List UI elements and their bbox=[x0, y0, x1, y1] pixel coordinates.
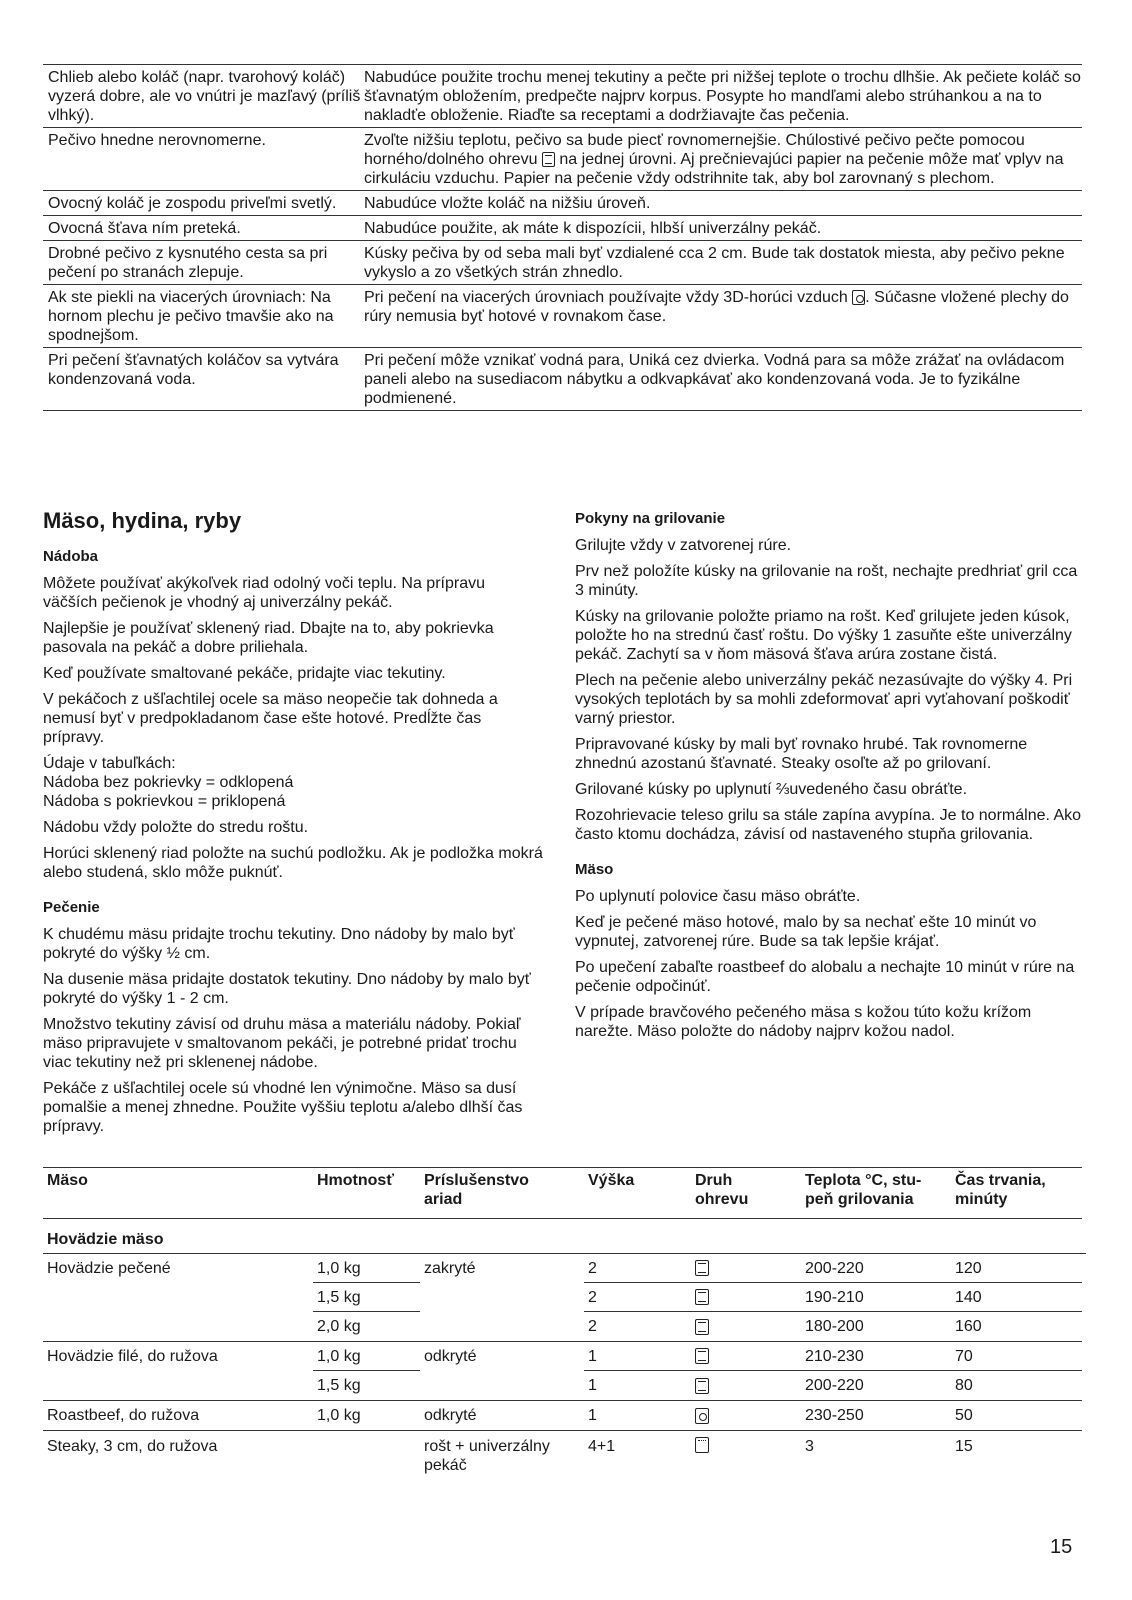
cell-heating bbox=[691, 1312, 801, 1341]
cell-meat: Hovädzie pečené bbox=[47, 1260, 171, 1277]
paragraph: Rozohrievacie teleso grilu sa stále zapína avypína. Je to normálne. Ako často ktomu dochádza, závisí od nastaveného stupňa grilovania. bbox=[575, 807, 1082, 843]
hot-air-grill-icon bbox=[695, 1408, 709, 1424]
solution-cell: Nabudúce vložte koláč na nižšiu úroveň. bbox=[364, 195, 651, 212]
cell-height: 1 bbox=[584, 1342, 691, 1371]
table-row bbox=[43, 128, 1082, 191]
top-bottom-heat-icon bbox=[542, 152, 555, 167]
paragraph: V prípade bravčového pečeného mäsa s kožou túto kožu krížom narežte. Mäso položte do nádoby najprv kožou nadol. bbox=[575, 1004, 1032, 1040]
section-title: Mäso, hydina, ryby bbox=[43, 508, 242, 533]
paragraph: Po upečení zabaľte roastbeef do alobalu a nechajte 10 minút v rúre na pečenie odpočinúť. bbox=[575, 959, 1075, 995]
paragraph: K chudému mäsu pridajte trochu tekutiny. Dno nádoby by malo byť pokryté do výšky ½ cm. bbox=[43, 926, 515, 962]
grill-icon bbox=[695, 1437, 709, 1453]
paragraph: Po uplynutí polovice času mäso obráťte. bbox=[575, 888, 861, 905]
solution-text: Pri pečení na viacerých úrovniach používajte vždy 3D-horúci vzduch bbox=[364, 289, 848, 306]
page-number: 15 bbox=[1050, 1536, 1073, 1558]
problem-cell: Ovocná šťava ním preteká. bbox=[48, 220, 241, 237]
header-meat: Mäso bbox=[47, 1172, 88, 1189]
cell-heating bbox=[691, 1401, 801, 1430]
paragraph: Najlepšie je používať sklenený riad. Dbajte na to, aby pokrievka pasovala na pekáč a dobre priliehala. bbox=[43, 620, 494, 656]
header-line: ohrevu bbox=[695, 1191, 749, 1208]
cell-height: 4+1 bbox=[588, 1438, 616, 1455]
cell-accessory: odkryté bbox=[424, 1348, 477, 1365]
solution-text: na jednej úrovni. Aj prečnievajúci papier na pečenie môže mať vplyv na cirkuláciu vzduchu. Papier na pečenie vždy odstrihnite tak, aby bol zarovnaný s plechom. bbox=[364, 151, 1064, 187]
subheading-maso: Mäso bbox=[575, 861, 614, 878]
cell-meat bbox=[43, 1371, 313, 1400]
cell-temp: 3 bbox=[805, 1438, 814, 1455]
header-line: Čas trvania, bbox=[955, 1172, 1046, 1189]
problem-cell: Chlieb alebo koláč (napr. tvarohový koláč) vyzerá dobre, ale vo vnútri je mazľavý (príliš vlhký). bbox=[48, 69, 361, 124]
cell-time: 80 bbox=[955, 1377, 973, 1394]
header-line: Druh bbox=[695, 1172, 733, 1189]
header-temp bbox=[801, 1171, 951, 1209]
cell-time: 15 bbox=[955, 1438, 973, 1455]
header-time bbox=[951, 1171, 1082, 1209]
header-line: peň grilovania bbox=[805, 1191, 914, 1208]
cell-heating bbox=[691, 1283, 801, 1312]
problem-cell: Pri pečení šťavnatých koláčov sa vytvára kondenzovaná voda. bbox=[48, 352, 339, 388]
cell-weight: 1,0 kg bbox=[313, 1342, 420, 1371]
solution-cell: Pri pečení môže vznikať vodná para, Uniká cez dvierka. Vodná para sa môže zrážať na ovládacom paneli alebo na susediacom nábytku a odkvapkávať ako kondenzovaná voda. Je to fyzikálne podmienené. bbox=[364, 352, 1065, 407]
solution-cell: Kúsky pečiva by od seba mali byť vzdialené cca 2 cm. Bude tak dostatok miesta, aby pečivo pekne vykyslo a zo všetkých strán zhnedlo. bbox=[364, 245, 1065, 281]
top-bottom-heat-icon bbox=[695, 1348, 709, 1364]
cell-height: 1 bbox=[588, 1407, 597, 1424]
cell-meat: Hovädzie filé, do ružova bbox=[47, 1348, 218, 1365]
cell-weight: 1,5 kg bbox=[313, 1283, 420, 1312]
table-row bbox=[43, 1283, 1082, 1312]
cell-meat bbox=[43, 1312, 313, 1341]
header-height: Výška bbox=[588, 1172, 635, 1189]
cell-time: 50 bbox=[955, 1407, 973, 1424]
table-row bbox=[43, 1342, 1082, 1371]
top-bottom-heat-icon bbox=[695, 1378, 709, 1394]
table-row bbox=[43, 241, 1082, 285]
paragraph: Keď používate smaltované pekáče, pridajte viac tekutiny. bbox=[43, 665, 446, 682]
cell-heating bbox=[691, 1254, 801, 1283]
cell-accessory bbox=[420, 1312, 584, 1341]
table-row bbox=[43, 191, 1082, 216]
subheading-nadoba: Nádoba bbox=[43, 548, 99, 565]
cell-time: 160 bbox=[955, 1318, 982, 1335]
paragraph: Prv než položíte kúsky na grilovanie na rošt, nechajte predhriať gril cca 3 minúty. bbox=[575, 563, 1078, 599]
table-section-label: Hovädzie mäso bbox=[43, 1219, 1086, 1254]
cell-height: 2 bbox=[584, 1254, 691, 1283]
table-row bbox=[43, 1312, 1082, 1342]
table-row bbox=[43, 1401, 1082, 1431]
paragraph bbox=[43, 754, 543, 811]
cell-heating bbox=[691, 1342, 801, 1371]
cell-weight: 1,0 kg bbox=[317, 1407, 361, 1424]
cell-weight: 2,0 kg bbox=[317, 1318, 361, 1335]
line: Nádoba bez pokrievky = odklopená bbox=[43, 774, 294, 791]
right-column bbox=[575, 510, 1085, 1048]
cell-heating bbox=[691, 1437, 801, 1483]
cell-time: 70 bbox=[951, 1342, 1082, 1371]
table-row bbox=[43, 1431, 1082, 1483]
cell-weight bbox=[313, 1437, 420, 1483]
cell-weight: 1,0 kg bbox=[313, 1254, 420, 1283]
troubleshooting-table bbox=[43, 64, 1082, 411]
paragraph: Pekáče z ušľachtilej ocele sú vhodné len výnimočne. Mäso sa dusí pomalšie a menej zhnedne. Použite vyššiu teplotu a/alebo dlhší čas prípravy. bbox=[43, 1080, 523, 1135]
top-bottom-heat-icon bbox=[695, 1260, 709, 1276]
top-bottom-heat-icon bbox=[695, 1319, 709, 1335]
cell-accessory: odkryté bbox=[424, 1407, 477, 1424]
subheading-grilovanie: Pokyny na grilovanie bbox=[575, 510, 726, 527]
problem-cell: Ak ste piekli na viacerých úrovniach: Na hornom plechu je pečivo tmavšie ako na spodnejšom. bbox=[48, 289, 334, 344]
cell-accessory: zakryté bbox=[424, 1260, 476, 1277]
solution-cell bbox=[363, 288, 1082, 345]
cell-meat: Steaky, 3 cm, do ružova bbox=[47, 1438, 218, 1455]
table-row bbox=[43, 216, 1082, 241]
header-line: minúty bbox=[955, 1191, 1008, 1208]
cell-accessory bbox=[420, 1283, 584, 1312]
solution-cell: Nabudúce použite trochu menej tekutiny a pečte pri nižšej teplote o trochu dlhšie. Ak pečiete koláč so šťavnatým obložením, predpečte najprv korpus. Posypte ho mandľami alebo strúhankou a na to nakladťe obloženie. Riaďte sa receptami a dodržiavajte čas pečenia. bbox=[364, 69, 1081, 124]
header-line: Teplota °C, stu- bbox=[805, 1172, 922, 1189]
solution-cell bbox=[363, 131, 1082, 188]
paragraph: Môžete používať akýkoľvek riad odolný voči teplu. Na prípravu väčších pečienok je vhodný aj univerzálny pekáč. bbox=[43, 575, 485, 611]
paragraph: Kúsky na grilovanie položte priamo na rošt. Keď grilujete jeden kúsok, položte ho na strednú časť roštu. Do výšky 1 zasuňte ešte univerzálny pekáč. Zachytí sa v ňom mäsová šťava arúra zostane čistá. bbox=[575, 608, 1072, 663]
cell-meat bbox=[43, 1283, 313, 1312]
cell-height: 1 bbox=[588, 1377, 597, 1394]
paragraph: Grilované kúsky po uplynutí ⅔uvedeného času obráťte. bbox=[575, 781, 968, 798]
solution-cell: Nabudúce použite, ak máte k dispozícii, hlbší univerzálny pekáč. bbox=[364, 220, 822, 237]
3d-hot-air-icon bbox=[852, 290, 865, 305]
cell-line: rošt + univerzálny bbox=[424, 1438, 550, 1455]
line: Nádoba s pokrievkou = priklopená bbox=[43, 793, 286, 810]
cell-temp: 180-200 bbox=[805, 1318, 864, 1335]
cell-height: 2 bbox=[588, 1318, 597, 1335]
problem-cell: Drobné pečivo z kysnutého cesta sa pri pečení po stranách zlepuje. bbox=[48, 245, 328, 281]
paragraph: Na dusenie mäsa pridajte dostatok tekutiny. Dno nádoby by malo byť pokryté do výšky 1 - 2 cm. bbox=[43, 971, 531, 1007]
table-row bbox=[43, 285, 1082, 348]
meat-table bbox=[43, 1167, 1082, 1483]
paragraph: Horúci sklenený riad položte na suchú podložku. Ak je podložka mokrá alebo studená, sklo môže puknúť. bbox=[43, 845, 543, 881]
table-row bbox=[43, 348, 1082, 411]
cell-weight: 1,5 kg bbox=[317, 1377, 361, 1394]
solution-text: Zvoľte nižšiu teplotu, pečivo sa bude piecť rovnomernejšie. Chúlostivé pečivo pečte pomocou horného/dolného ohrevu bbox=[364, 132, 1025, 168]
table-row bbox=[43, 1371, 1082, 1401]
cell-heating bbox=[691, 1371, 801, 1400]
paragraph: Plech na pečenie alebo univerzálny pekáč nezasúvajte do výšky 4. Pri vysokých teplotách by sa mohli zdeformovať apri vyťahovaní poškodiť varný priestor. bbox=[575, 672, 1073, 727]
paragraph: Grilujte vždy v zatvorenej rúre. bbox=[575, 537, 792, 554]
cell-time: 120 bbox=[951, 1254, 1082, 1283]
cell-accessory bbox=[420, 1371, 584, 1400]
cell-line: pekáč bbox=[424, 1457, 467, 1474]
cell-temp: 200-220 bbox=[805, 1377, 864, 1394]
cell-temp: 190-210 bbox=[801, 1283, 951, 1312]
cell-height: 2 bbox=[584, 1283, 691, 1312]
cell-temp: 230-250 bbox=[805, 1407, 864, 1424]
cell-meat: Roastbeef, do ružova bbox=[47, 1407, 200, 1424]
problem-cell: Pečivo hnedne nerovnomerne. bbox=[48, 132, 266, 149]
header-line: Príslušenstvo bbox=[424, 1172, 529, 1189]
header-line: ariad bbox=[424, 1191, 463, 1208]
paragraph: Pripravované kúsky by mali byť rovnako hrubé. Tak rovnomerne zhnednú azostanú šťavnaté. Steaky osoľte až po grilovaní. bbox=[575, 736, 1028, 772]
paragraph: Nádobu vždy položte do stredu roštu. bbox=[43, 819, 309, 836]
cell-temp: 200-220 bbox=[801, 1254, 951, 1283]
header-accessory bbox=[420, 1171, 584, 1209]
problem-cell: Ovocný koláč je zospodu priveľmi svetlý. bbox=[48, 195, 337, 212]
table-header bbox=[43, 1168, 1082, 1219]
left-column bbox=[43, 508, 543, 1143]
paragraph: V pekáčoch z ušľachtilej ocele sa mäso neopečie tak dohneda a nemusí byť v predpokladanom čase ešte hotové. Predĺžte čas prípravy. bbox=[43, 691, 498, 746]
paragraph: Množstvo tekutiny závisí od druhu mäsa a materiálu nádoby. Pokiaľ mäso pripravujete v smaltovanom pekáči, je potrebné pridať trochu viac tekutiny než pri sklenenej nádobe. bbox=[43, 1016, 521, 1071]
header-heating bbox=[691, 1171, 801, 1209]
cell-time: 140 bbox=[951, 1283, 1082, 1312]
paragraph: Keď je pečené mäso hotové, malo by sa nechať ešte 10 minút vo vypnutej, zatvorenej rúre. Bude sa tak lepšie krájať. bbox=[575, 914, 1037, 950]
line: Údaje v tabuľkách: bbox=[43, 755, 176, 772]
table-row bbox=[43, 65, 1082, 128]
subheading-pecenie: Pečenie bbox=[43, 899, 100, 916]
table-row bbox=[43, 1254, 1082, 1283]
cell-temp: 210-230 bbox=[801, 1342, 951, 1371]
top-bottom-heat-icon bbox=[695, 1289, 709, 1305]
solution-text: . Súčasne vložené plechy do rúry nemusia byť hotové v rovnakom čase. bbox=[364, 289, 1069, 325]
cell-accessory bbox=[420, 1437, 584, 1483]
header-weight: Hmotnosť bbox=[317, 1172, 394, 1189]
